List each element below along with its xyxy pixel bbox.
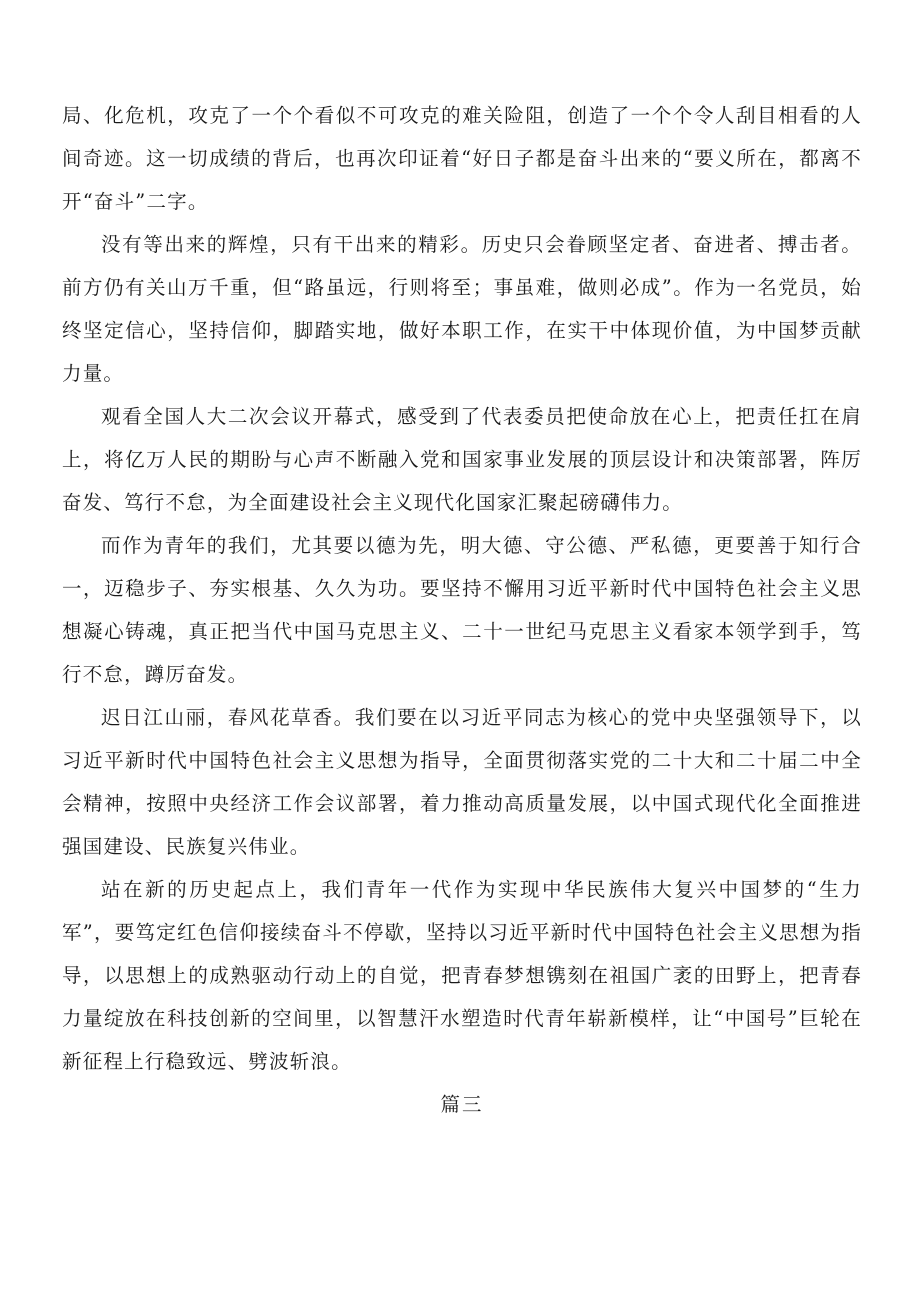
paragraph-4: 而作为青年的我们，尤其要以德为先，明大德、守公德、严私德，更要善于知行合一，迈稳步子、夯实根基、久久为功。要坚持不懈用习近平新时代中国特色社会主义思想凝心铸魂，真正把当代中国马克思主义、二十一世纪马克思主义看家本领学到手，笃行不怠，蹲厉奋发。 <box>62 534 862 686</box>
paragraph-5: 迟日江山丽，春风花草香。我们要在以习近平同志为核心的党中央坚强领导下，以习近平新时代中国特色社会主义思想为指导，全面贯彻落实党的二十大和二十届二中全会精神，按照中央经济工作会议部署，着力推动高质量发展，以中国式现代化全面推进强国建设、民族复兴伟业。 <box>62 706 862 858</box>
document-page <box>62 94 862 1126</box>
paragraph-3: 观看全国人大二次会议开幕式，感受到了代表委员把使命放在心上，把责任扛在肩上，将亿万人民的期盼与心声不断融入党和国家事业发展的顶层设计和决策部署，阵厉奋发、笃行不怠，为全面建设社会主义现代化国家汇聚起磅礴伟力。 <box>62 405 862 514</box>
paragraph-6: 站在新的历史起点上，我们青年一代作为实现中华民族伟大复兴中国梦的“生力军”，要笃定红色信仰接续奋斗不停歇，坚持以习近平新时代中国特色社会主义思想为指导，以思想上的成熟驱动行动上的自觉，把青春梦想镌刻在祖国广袤的田野上，把青春力量绽放在科技创新的空间里，以智慧汗水塑造时代青年崭新模样，让“中国号”巨轮在新征程上行稳致远、劈波斩浪。 <box>62 878 862 1073</box>
paragraph-continuation: 局、化危机，攻克了一个个看似不可攻克的难关险阻，创造了一个个令人刮目相看的人间奇迹。这一切成绩的背后，也再次印证着“好日子都是奋斗出来的“要义所在，都离不开“奋斗”二字。 <box>62 104 862 213</box>
section-title: 篇三 <box>440 1093 484 1116</box>
paragraph-2: 没有等出来的辉煌，只有干出来的精彩。历史只会眷顾坚定者、奋进者、搏击者。前方仍有关山万千重，但“路虽远，行则将至；事虽难，做则必成”。作为一名党员，始终坚定信心，坚持信仰，脚踏实地，做好本职工作，在实干中体现价值，为中国梦贡献力量。 <box>62 233 862 385</box>
